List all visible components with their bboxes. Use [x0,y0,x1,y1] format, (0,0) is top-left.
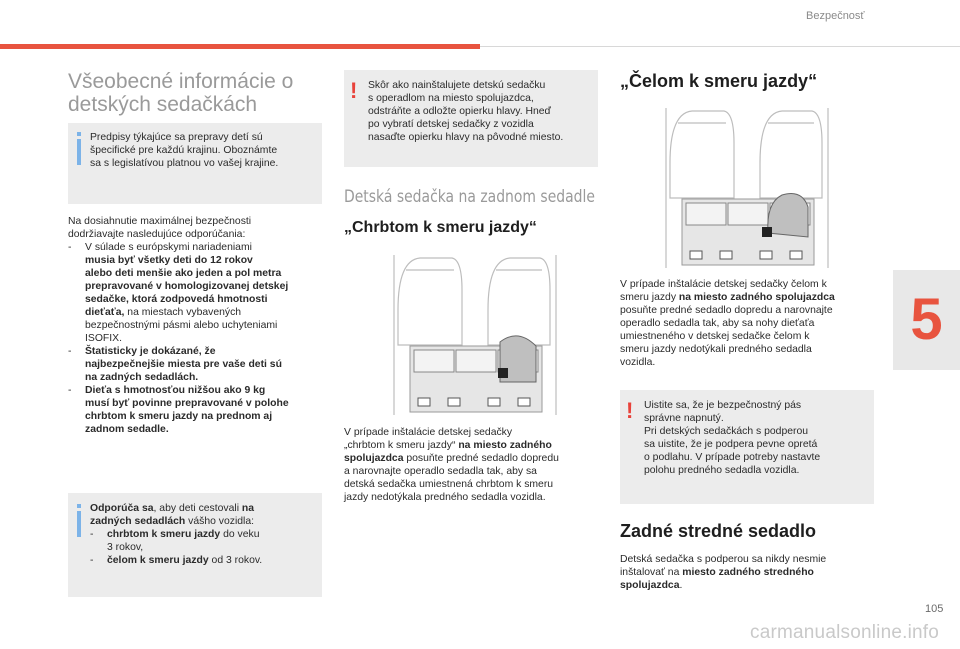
info-icon [77,504,81,508]
top-accent-bar [0,44,480,49]
top-divider [480,46,960,47]
list-item: - V súlade s európskymi nariadeniami musia byť všetky deti do 12 rokov alebo deti menšie ako jeden a pol metra prepravované v homologizovanej detskej sedačke, ktorá zodpovedá hmotnosti dieťaťa, na miestach vybavených bezpečnostnými pásmi alebo uchyteniami ISOFIX. [68,242,289,344]
chapter-number: 5 [910,287,943,352]
heading-rearward: „Chrbtom k smeru jazdy“ [344,219,537,236]
section-subtitle: Detská sedačka na zadnom sedadle [344,187,595,207]
warning-box-headrest: ! Skôr ako nainštalujete detskú sedačku s operadlom na miesto spolujazdca, odstráňte a odložte opierku hlavy. Hneď po vybratí detskej sedačky z vozidla nasaďte opierku hlavy na pôvodné miesto. [344,70,598,167]
heading-rear-center: Zadné stredné sedadlo [620,521,817,541]
rearward-seat-illustration [390,250,560,418]
rear-center-text: Detská sedačka s podperou sa nikdy nesmie inštalovať na miesto zadného stredného spolujazdca. [620,554,827,591]
list-item: - Dieťa s hmotnosťou nižšou ako 9 kg musí byť povinne prepravované v polohe chrbtom k smeru jazdy na prednom aj zadnom sedadle. [68,385,289,435]
warning-box-belt: ! Uistite sa, že je bezpečnostný pás správne napnutý. Pri detských sedačkách s podperou sa uistite, že je podpera pevne opretá o podlahu. V prípade potreby nastavte polohu predného sedadla vozidla. [620,390,874,504]
warning-icon: ! [350,78,358,103]
info-icon [77,132,81,136]
forward-seat-illustration [662,103,832,271]
section-title: Bezpečnosť [806,10,865,22]
list-item: - chrbtom k smeru jazdy do veku 3 rokov, [90,529,260,553]
watermark: carmanualsonline.info [750,622,940,643]
heading-forward: „Čelom k smeru jazdy“ [620,71,818,91]
rearward-instructions: V prípade inštalácie detskej sedačky „chrbtom k smeru jazdy“ na miesto zadného spolujazdca posuňte predné sedadlo dopredu a narovnajte operadlo sedadla tak, aby sa detská sedačka umiestnená chrbtom k smeru jazdy nedotýkala predného sedadla vozidla. [344,427,559,503]
forward-instructions: V prípade inštalácie detskej sedačky čelom k smeru jazdy na miesto zadného spolujazdca posuňte predné sedadlo dopredu a narovnajte operadlo sedadla tak, aby sa nohy dieťaťa umiestneného v detskej sedačke čelom k smeru jazdy nedotýkali predného sedadla vozidla. [620,279,835,368]
info-box-recommendation: Odporúča sa, aby deti cestovali na zadných sedadlách vášho vozidla: - chrbtom k smeru jazdy do veku 3 rokov, - čelom k smeru jazdy od 3 rokov. [68,493,322,597]
page-number: 105 [925,603,944,615]
list-item: - čelom k smeru jazdy od 3 rokov. [90,555,263,566]
page-title: Všeobecné informácie o detských sedačkách [68,70,294,116]
warning-icon: ! [626,398,634,423]
list-item: - Štatisticky je dokázané, že najbezpečnejšie miesta pre vaše deti sú na zadných sedadlách. [68,346,282,383]
info-box-legislation: Predpisy týkajúce sa prepravy detí sú špecifické pre každú krajinu. Oboznámte sa s legislatívou platnou vo vašej krajine. [68,123,322,204]
recommendations-text: Na dosiahnutie maximálnej bezpečnosti dodržiavajte nasledujúce odporúčania: - V súlade s európskymi nariadeniami musia byť všetky deti do 12 rokov alebo deti menšie ako jeden a pol metra prepravované v homologizovanej detskej sedačke, ktorá zodpovedá hmotnosti dieťaťa, na miestach vybavených bezpečnostnými pásmi alebo uchyteniami ISOFIX. - Štatisticky je dokázané, že najbezpečnejšie miesta pre vaše deti sú na zadných sedadlách. - Dieťa s hmotnosťou nižšou ako 9 kg musí byť povinne prepravované v polohe chrbtom k smeru jazdy na prednom aj zadnom sedadle. [68,215,328,436]
